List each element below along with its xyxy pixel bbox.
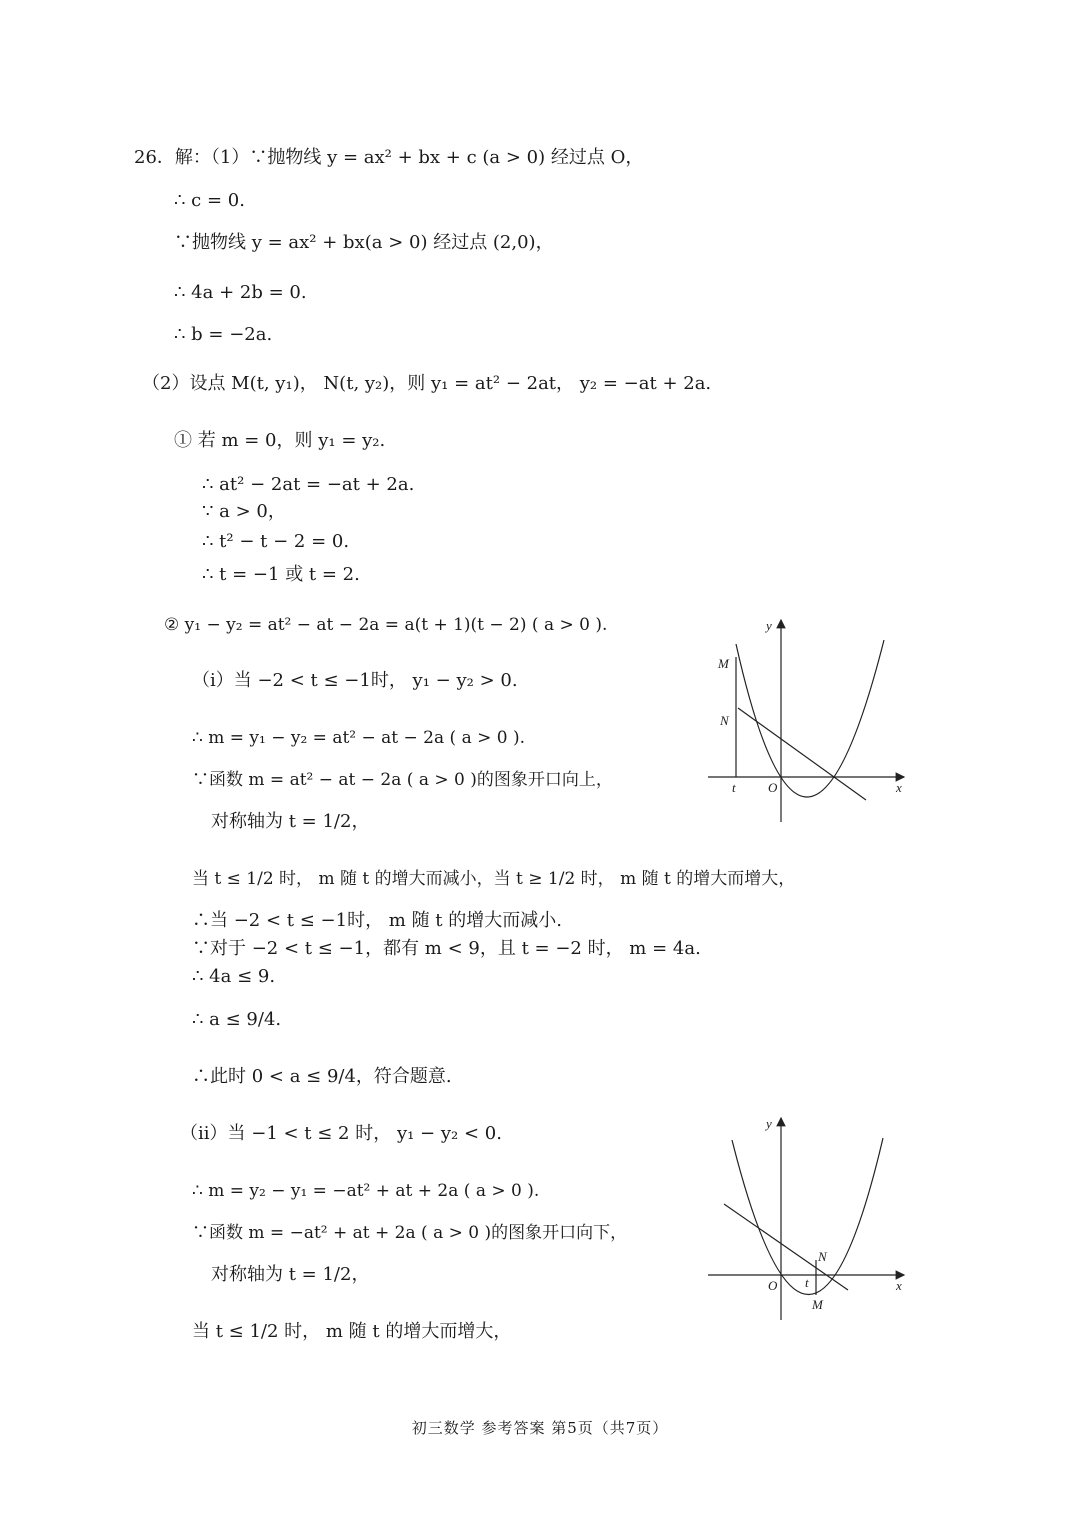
parabola-figure-1 [700,612,915,827]
label-M: M [718,656,729,671]
line-22: ∴此时 0 < a ≤ 9/4，符合题意. [192,1066,452,1087]
parabola-curve [736,640,884,797]
line-12: ② y₁ − y₂ = at² − at − 2a = a(t + 1)(t − 2) ( a > 0 ). [164,615,608,635]
label-t: t [805,1275,809,1290]
line-13: （ⅰ）当 −2 < t ≤ −1时， y₁ − y₂ > 0. [192,670,518,691]
label-t: t [732,780,736,795]
line-24: ∴ m = y₂ − y₁ = −at² + at + 2a ( a > 0 ). [192,1181,540,1201]
line-15: ∵函数 m = at² − at − 2a ( a > 0 )的图象开口向上， [192,770,613,790]
parabola-curve [732,1138,883,1295]
label-x: x [896,1278,902,1293]
parabola-figure-2 [700,1110,915,1325]
label-M: M [812,1297,823,1312]
label-N: N [818,1249,827,1264]
line-2: ∴ c = 0. [174,190,245,211]
line-1: 26．解：（1）∵抛物线 y = ax² + bx + c (a > 0) 经过点 O， [134,147,644,168]
line-19: ∵对于 −2 < t ≤ −1，都有 m < 9，且 t = −2 时， m = 4a. [192,938,701,959]
line-26: 对称轴为 t = 1/2， [211,1264,370,1285]
label-y: y [766,1116,772,1131]
label-x: x [896,780,902,795]
line-25: ∵函数 m = −at² + at + 2a ( a > 0 )的图象开口向下， [192,1223,628,1243]
line-9: ∵ a > 0， [202,501,286,522]
line-21: ∴ a ≤ 9/4. [192,1009,282,1030]
page-footer: 初三数学 参考答案 第5页（共7页） [411,1419,669,1437]
label-origin: O [768,780,778,795]
line-7: ① 若 m = 0，则 y₁ = y₂. [174,430,386,451]
straight-line [724,1204,848,1290]
line-8: ∴ at² − 2at = −at + 2a. [202,474,415,495]
line-10: ∴ t² − t − 2 = 0. [202,531,350,552]
line-3: ∵抛物线 y = ax² + bx(a > 0) 经过点 (2,0)， [174,232,554,253]
line-16: 对称轴为 t = 1/2， [211,811,370,832]
line-5: ∴ b = −2a. [174,324,273,345]
line-4: ∴ 4a + 2b = 0. [174,282,307,303]
label-y: y [766,618,772,633]
line-14: ∴ m = y₁ − y₂ = at² − at − 2a ( a > 0 ). [192,728,526,748]
line-18: ∴当 −2 < t ≤ −1时， m 随 t 的增大而减小. [192,910,562,931]
label-N: N [720,713,729,728]
line-27: 当 t ≤ 1/2 时， m 随 t 的增大而增大， [192,1321,512,1342]
line-6: （2）设点 M(t, y₁)， N(t, y₂)，则 y₁ = at² − 2at， y₂ = −at + 2a. [142,373,712,394]
line-17: 当 t ≤ 1/2 时， m 随 t 的增大而减小，当 t ≥ 1/2 时， m 随 t 的增大而增大， [192,869,796,889]
line-23: （ⅱ）当 −1 < t ≤ 2 时， y₁ − y₂ < 0. [180,1123,502,1144]
line-20: ∴ 4a ≤ 9. [192,966,276,987]
line-11: ∴ t = −1 或 t = 2. [202,564,360,585]
label-origin: O [768,1278,778,1293]
